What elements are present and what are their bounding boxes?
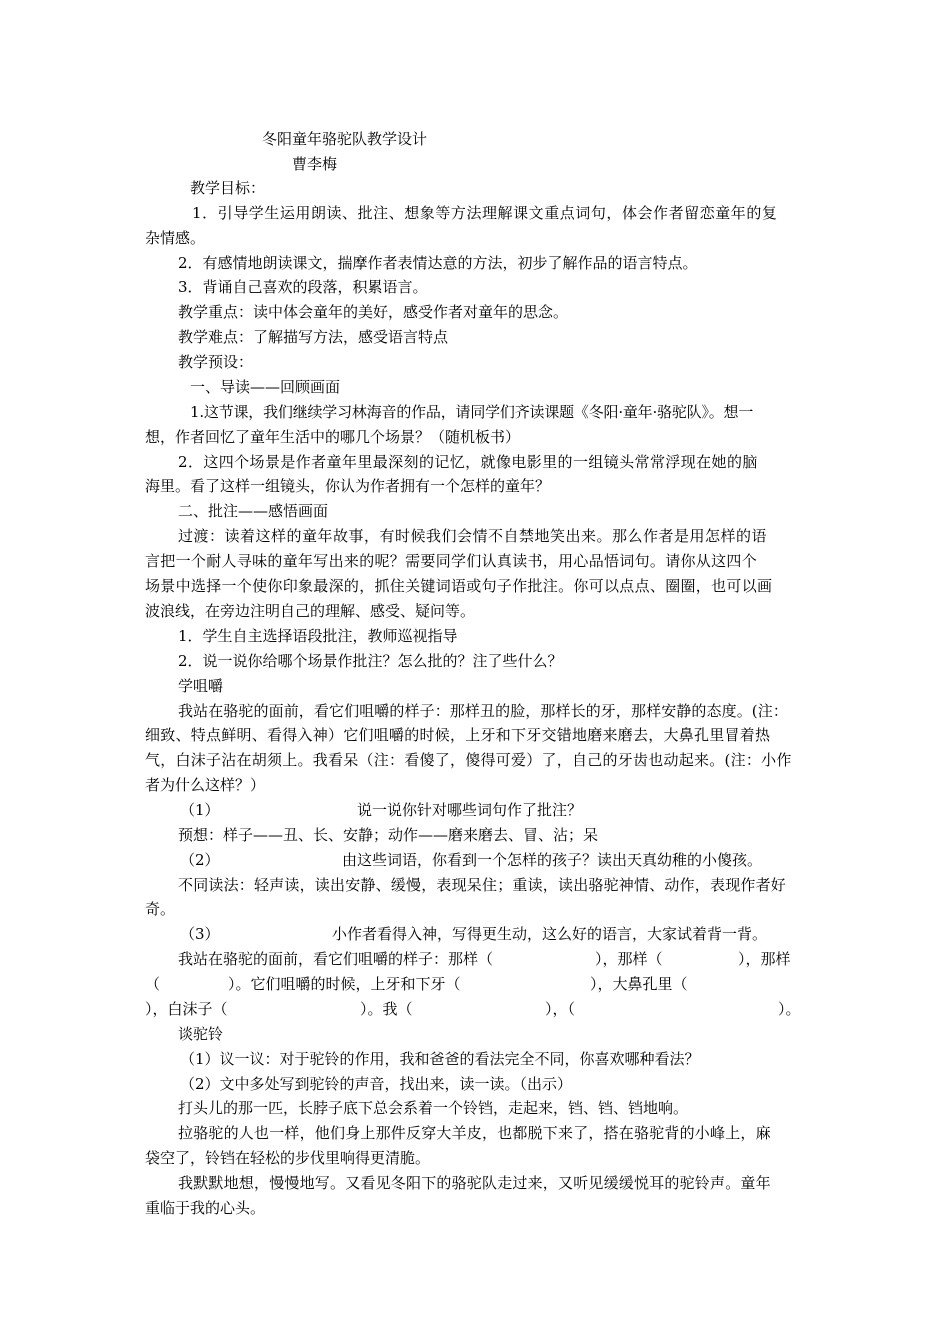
doc-line: 2．这四个场景是作者童年里最深刻的记忆，就像电影里的一组镜头常常浮现在她的脑 (178, 453, 758, 471)
doc-line: 说一说你针对哪些词句作了批注？ (357, 801, 583, 819)
doc-line: 预想：样子——丑、长、安静；动作——磨来磨去、冒、沾；呆 (178, 826, 599, 844)
doc-line: ），白沫子（ (145, 1000, 228, 1018)
doc-line: 海里。看了这样一组镜头，你认为作者拥有一个怎样的童年？ (145, 477, 551, 495)
doc-line: 气，白沫子沾在胡须上。我看呆（注：看傻了，傻得可爱）了，自己的牙齿也动起来。(注：小作 (145, 751, 792, 769)
doc-line: 学咀嚼 (178, 677, 224, 695)
doc-line: 1．引导学生运用朗读、批注、想象等方法理解课文重点词句，体会作者留恋童年的复 (192, 204, 778, 222)
doc-line: 1．学生自主选择语段批注，教师巡视指导 (178, 627, 458, 645)
doc-line: 教学预设： (178, 353, 254, 371)
doc-line: 教学重点：读中体会童年的美好，感受作者对童年的思念。 (178, 303, 569, 321)
doc-line: 谈驼铃 (178, 1025, 224, 1043)
doc-line: ）。它们咀嚼的时候，上牙和下牙（ (228, 975, 461, 993)
doc-line: 2．有感情地朗读课文，揣摩作者表情达意的方法，初步了解作品的语言特点。 (178, 254, 698, 272)
doc-author: 曹李梅 (292, 155, 338, 173)
doc-line: ），那样 (738, 950, 791, 968)
doc-line: 场景中选择一个使你印象最深的，抓住关键词语或句子作批注。你可以点点、圈圈，也可以画 (145, 577, 773, 595)
doc-line: 杂情感。 (145, 229, 206, 247)
doc-line: 袋空了，铃铛在轻松的步伐里响得更清脆。 (145, 1149, 431, 1167)
doc-line: 1.这节课，我们继续学习林海音的作品，请同学们齐读课题《冬阳·童年·骆驼队》。想一 (190, 403, 754, 421)
doc-line: 言把一个耐人寻味的童年写出来的呢？需要同学们认真读书，用心品悟词句。请你从这四个 (145, 552, 758, 570)
doc-line: ），那样（ (595, 950, 663, 968)
doc-line: 我默默地想，慢慢地写。又看见冬阳下的骆驼队走过来，又听见缓缓悦耳的驼铃声。童年 (178, 1174, 771, 1192)
doc-line: 重临于我的心头。 (145, 1199, 266, 1217)
doc-line: 想，作者回忆了童年生活中的哪几个场景？（随机板书） (145, 428, 521, 446)
doc-line: 我站在骆驼的面前，看它们咀嚼的样子：那样（ (178, 950, 494, 968)
doc-line: 拉骆驼的人也一样，他们身上那件反穿大羊皮，也都脱下来了，搭在骆驼背的小峰上，麻 (178, 1124, 771, 1142)
doc-line: ）。我（ (360, 1000, 413, 1018)
doc-line: （2）文中多处写到驼铃的声音，找出来，读一读。（出示） (180, 1075, 573, 1093)
doc-line: （2） (180, 851, 220, 869)
doc-line: ），大鼻孔里（ (590, 975, 688, 993)
doc-line: 教学目标： (190, 179, 266, 197)
doc-line: 我站在骆驼的面前，看它们咀嚼的样子：那样丑的脸，那样长的牙，那样安静的态度。(注： (178, 702, 788, 720)
doc-line: 教学难点：了解描写方法，感受语言特点 (178, 328, 449, 346)
doc-line: 波浪线，在旁边注明自己的理解、感受、疑问等。 (145, 602, 476, 620)
doc-line: 小作者看得入神，写得更生动，这么好的语言，大家试着背一背。 (332, 925, 768, 943)
doc-line: 打头儿的那一匹，长脖子底下总会系着一个铃铛，走起来，铛、铛、铛地响。 (178, 1099, 689, 1117)
doc-line: （ (145, 975, 161, 993)
doc-line: 细致、特点鲜明、看得入神）它们咀嚼的时候，上牙和下牙交错地磨来磨去，大鼻孔里冒着热 (145, 726, 771, 744)
doc-line: 过渡：读着这样的童年故事，有时候我们会情不自禁地笑出来。那么作者是用怎样的语 (178, 527, 768, 545)
doc-line: 3．背诵自己喜欢的段落，积累语言。 (178, 278, 428, 296)
doc-line: 者为什么这样？） (145, 776, 266, 794)
doc-line: （3） (180, 925, 220, 943)
doc-title: 冬阳童年骆驼队教学设计 (262, 130, 428, 148)
doc-line: 二、批注——感悟画面 (178, 502, 329, 520)
doc-line: 2．说一说你给哪个场景作批注？怎么批的？注了些什么？ (178, 652, 563, 670)
doc-line: ）。 (778, 1000, 801, 1018)
doc-line: 由这些词语，你看到一个怎样的孩子？读出天真幼稚的小傻孩。 (342, 851, 763, 869)
doc-line: ），（ (545, 1000, 576, 1018)
doc-line: 一、导读——回顾画面 (190, 378, 341, 396)
doc-line: 不同读法：轻声读，读出安静、缓慢，表现呆住；重读，读出骆驼神情、动作，表现作者好 (178, 876, 787, 894)
doc-line: （1） (180, 801, 220, 819)
doc-line: （1）议一议：对于驼铃的作用，我和爸爸的看法完全不同，你喜欢哪种看法？ (180, 1050, 700, 1068)
doc-line: 奇。 (145, 900, 176, 918)
